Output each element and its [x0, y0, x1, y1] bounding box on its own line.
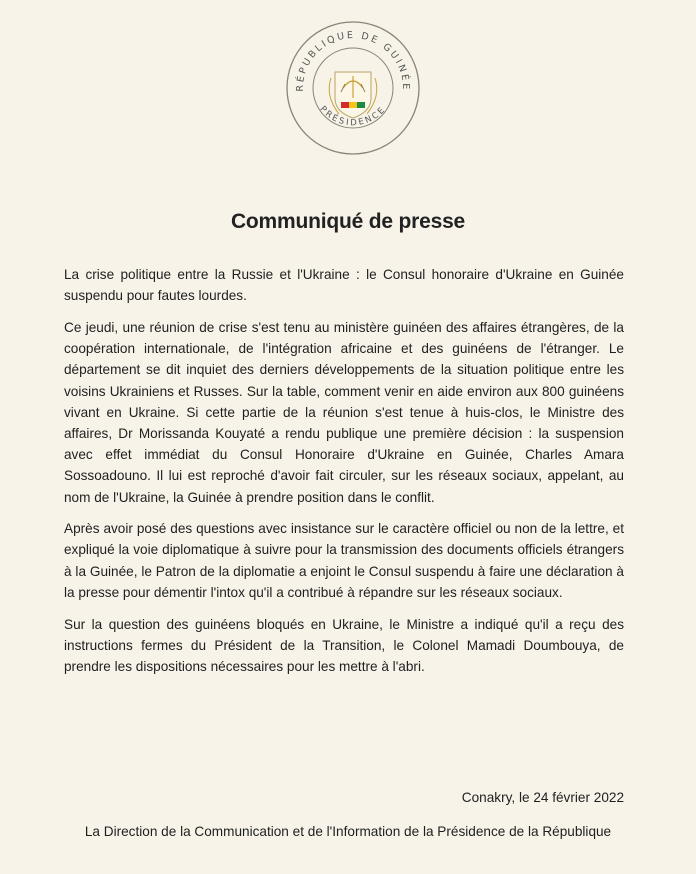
paragraph-intro: La crise politique entre la Russie et l'Ukraine : le Consul honoraire d'Ukraine en Guinée suspendu pour fautes lourdes. [64, 267, 624, 304]
presidency-seal [283, 18, 423, 158]
coat-of-arms-icon [283, 18, 423, 158]
paragraph-stranded: Sur la question des guinéens bloqués en Ukraine, le Ministre a indiqué qu'il a reçu des instructions fermes du Président de la Transition, le Colonel Mamadi Doumbouya, de prendre les dispositions nécessaires pour les mettre à l'abri. [64, 616, 624, 674]
page-title: Communiqué de presse [230, 210, 466, 233]
signature-line: La Direction de la Communication et de l'Information de la Présidence de la République [84, 824, 612, 839]
paragraph-letter: Après avoir posé des questions avec insistance sur le caractère officiel ou non de la lettre, et expliqué la voie diplomatique à suivre pour la transmission des documents officiels étrangers à la Guinée, le Patron de la diplomatie a enjoint le Consul suspendu à faire une déclaration à la presse pour démentir l'intox qu'il a contribué à répandre sur les réseaux sociaux. [64, 521, 624, 600]
seal-top-text: RÉPUBLIQUE DE GUINÉE [294, 29, 412, 92]
date-line: Conakry, le 24 février 2022 [461, 790, 624, 805]
press-release-body [64, 264, 624, 688]
paragraph-meeting: Ce jeudi, une réunion de crise s'est tenu au ministère guinéen des affaires étrangères, de la coopération internationale, de l'intégration africaine et des guinéens de l'étranger. Le département se dit inquiet des derniers développements de la situation politique entre les voisins Ukrainiens et Russes. Sur la table, comment venir en aide environ aux 800 guinéens vivant en Ukraine. Si cette partie de la réunion s'est tenue à huis-clos, le Ministre des affaires, Dr Morissanda Kouyaté a rendu publique une première décision : la suspension avec effet immédiat du Consul Honoraire d'Ukraine en Guinée, Charles Amara Sossoadouno. Il lui est reproché d'avoir fait circuler, sur les réseaux sociaux, appelant, au nom de l'Ukraine, la Guinée à prendre position dans le conflit. [64, 319, 624, 505]
seal-bottom-text: PRÉSIDENCE [317, 104, 389, 129]
